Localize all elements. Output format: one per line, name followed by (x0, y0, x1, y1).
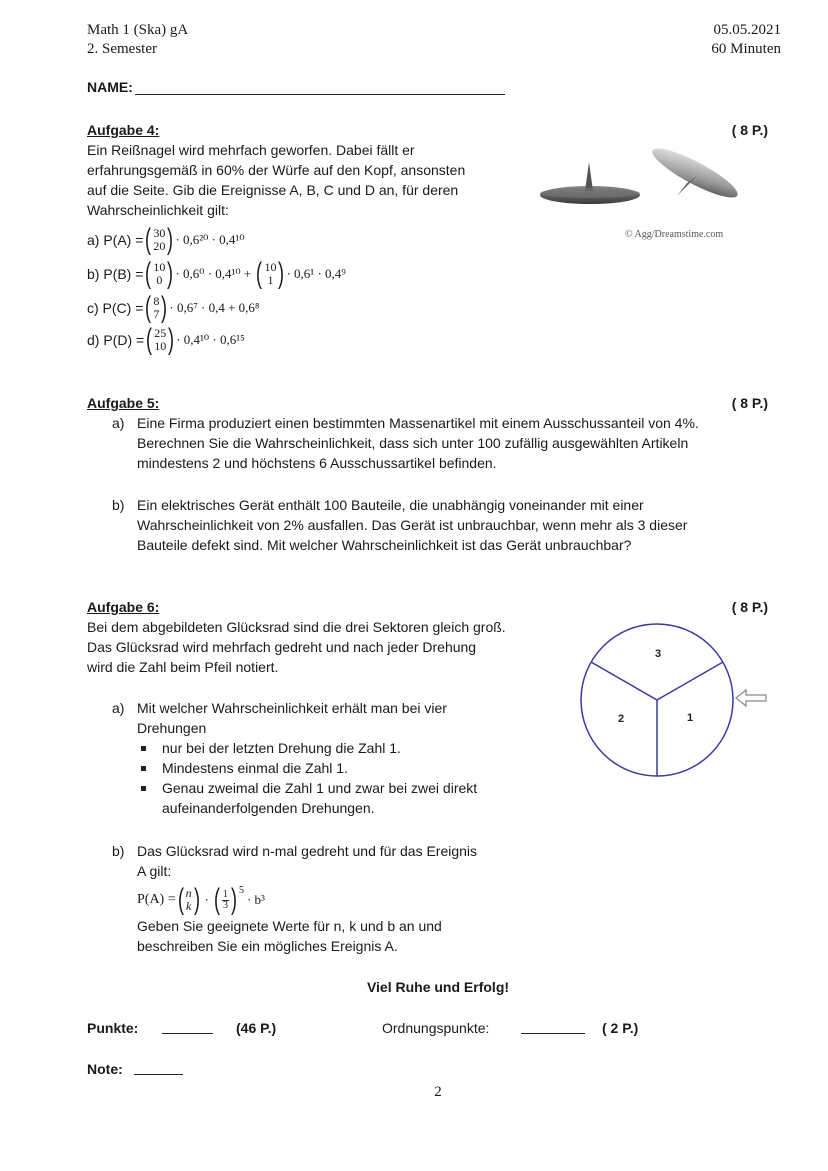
formula-b-mid: · 0,6⁰ · 0,4¹⁰ + (175, 266, 255, 281)
formula-b-prefix: b) P(B) = (87, 266, 144, 282)
thumbtack-head-down (540, 162, 640, 204)
frac-num: 1 (222, 888, 228, 900)
aufgabe6-intro-line: Das Glücksrad wird mehrfach gedreht und nach jeder Drehung (87, 639, 477, 655)
binomial-nk: ( n k ) (177, 883, 200, 916)
binom-n: 8 (153, 294, 160, 308)
binom-n: n (185, 886, 192, 900)
sector-1-label: 1 (687, 712, 694, 724)
aufgabe5-b-label: b) (112, 497, 125, 513)
formula-c-prefix: c) P(C) = (87, 300, 144, 316)
aufgabe6-points: ( 8 P.) (731, 599, 768, 615)
punkte-field-line[interactable] (162, 1033, 213, 1034)
aufgabe5-title: Aufgabe 5: (87, 395, 160, 411)
aufgabe4-intro-line: Wahrscheinlichkeit gilt: (87, 202, 229, 218)
aufgabe5-b-line: Ein elektrisches Gerät enthält 100 Bauteile, die unabhängig voneinander mit einer (137, 497, 644, 513)
aufgabe5-b-text (137, 495, 687, 555)
aufgabe5-a-line: Berechnen Sie die Wahrscheinlichkeit, dass sich unter 100 zufällig ausgewählten Artikeln (137, 435, 689, 451)
aufgabe6-intro-line: wird die Zahl beim Pfeil notiert. (87, 659, 279, 675)
binom-k: k (185, 899, 192, 913)
aufgabe6-b-after-line: beschreiben Sie ein mögliches Ereignis A. (137, 938, 398, 954)
binom-k: 20 (153, 239, 166, 253)
aufgabe5-a-line: Eine Firma produziert einen bestimmten Massenartikel mit einem Ausschussanteil von 4%. (137, 415, 699, 431)
aufgabe5-a-text (137, 413, 699, 473)
formula-event-a: P(A) = ( n k ) · ( $\frac{1}{3}$ ) $^5$ · b³ (137, 883, 265, 916)
aufgabe6-b-line: Das Glücksrad wird n-mal gedreht und für das Ereignis (137, 843, 478, 859)
note-label: Note: (87, 1061, 123, 1077)
formula-b-rest: · 0,6¹ · 0,4⁹ (286, 266, 346, 281)
punkte-label: Punkte: (87, 1020, 139, 1036)
aufgabe4-intro-line: Ein Reißnagel wird mehrfach geworfen. Dabei fällt er (87, 142, 415, 158)
exam-duration: 60 Minuten (711, 41, 781, 57)
binom-k: 1 (267, 273, 274, 287)
formula-d-prefix: d) P(D) = (87, 332, 145, 348)
aufgabe6-title: Aufgabe 6: (87, 599, 160, 615)
ordnung-points: ( 2 P.) (602, 1020, 639, 1036)
image-credit: © Agg/Dreamstime.com (625, 229, 724, 240)
exponent: 5 (238, 885, 244, 896)
binom-n: 30 (153, 226, 166, 240)
binom-n: 25 (154, 326, 167, 340)
note-field-line[interactable] (134, 1074, 183, 1075)
aufgabe5-b-line: Bauteile defekt sind. Mit welcher Wahrscheinlichkeit ist das Gerät unbrauchbar? (137, 537, 632, 553)
list-item: nur bei der letzten Drehung die Zahl 1. (137, 738, 477, 758)
total-points: (46 P.) (236, 1020, 277, 1036)
aufgabe6-a-line: Mit welcher Wahrscheinlichkeit erhält man bei vier (137, 700, 447, 716)
binomial-b2: ( 10 1 ) (256, 257, 285, 290)
aufgabe6-a-text (137, 698, 477, 818)
thumbtack-on-side (647, 148, 742, 205)
pointer-arrow-icon (736, 690, 766, 706)
page-number: 2 (434, 1084, 442, 1100)
fraction-power: ( $\frac{1}{3}$ ) $^5$ (213, 883, 244, 916)
sector-3-label: 3 (655, 648, 662, 660)
closing-text: Viel Ruhe und Erfolg! (366, 979, 510, 995)
formula-c-rest: · 0,6⁷ · 0,4 + 0,6⁸ (169, 300, 260, 315)
binomial-a: ( 30 20 ) (145, 223, 174, 256)
aufgabe6-a-label: a) (112, 700, 125, 716)
binomial-b1: ( 10 0 ) (145, 257, 174, 290)
ordnung-label: Ordnungspunkte: (382, 1020, 490, 1036)
list-item: Mindestens einmal die Zahl 1. (137, 758, 477, 778)
aufgabe5-points: ( 8 P.) (731, 395, 768, 411)
formula-d-rest: · 0,4¹⁰ · 0,6¹⁵ (176, 332, 245, 347)
aufgabe6-b-label: b) (112, 843, 125, 859)
aufgabe5-a-label: a) (112, 415, 125, 431)
course-title: Math 1 (Ska) gA (87, 22, 189, 38)
aufgabe6-intro-line: Bei dem abgebildeten Glücksrad sind die drei Sektoren gleich groß. (87, 619, 506, 635)
wheel-divider (591, 662, 657, 700)
wheel-of-fortune (570, 612, 770, 792)
binom-k: 0 (156, 273, 163, 287)
binom-n: 10 (153, 260, 166, 274)
wheel-divider (657, 662, 723, 700)
list-item-continuation: aufeinanderfolgenden Drehungen. (162, 800, 375, 816)
aufgabe4-points: ( 8 P.) (731, 122, 768, 138)
aufgabe4-title: Aufgabe 4: (87, 122, 160, 138)
aufgabe6-b-text (137, 841, 477, 881)
aufgabe4-intro (87, 140, 465, 220)
binom-n: 10 (264, 260, 277, 274)
frac-den: 3 (222, 899, 228, 911)
formula-a-prefix: a) P(A) = (87, 232, 144, 248)
aufgabe6-a-bullets (137, 738, 477, 818)
thumbtack-illustration (535, 148, 750, 228)
formula-rest: · b³ (246, 892, 265, 907)
aufgabe6-intro (87, 617, 506, 677)
exam-date: 05.05.2021 (713, 22, 781, 38)
binomial-d: ( 25 10 ) (146, 323, 175, 356)
formula-a (87, 222, 245, 258)
sector-2-label: 2 (618, 713, 625, 725)
formula-c (87, 290, 259, 326)
aufgabe6-b-line: A gilt: (137, 863, 172, 879)
list-item: Genau zweimal die Zahl 1 und zwar bei zwei direkt (137, 778, 477, 798)
binom-k: 10 (154, 339, 167, 353)
aufgabe5-a-line: mindestens 2 und höchstens 6 Ausschussartikel befinden. (137, 455, 497, 471)
aufgabe6-b-after (137, 916, 442, 956)
aufgabe5-b-line: Wahrscheinlichkeit von 2% ausfallen. Das Gerät ist unbrauchbar, wenn mehr als 3 dieser (137, 517, 688, 533)
formula-a-rest: · 0,6²⁰ · 0,4¹⁰ (175, 232, 245, 247)
aufgabe4-intro-line: auf die Seite. Gib die Ereignisse A, B, C und D an, für deren (87, 182, 459, 198)
aufgabe6-b-after-line: Geben Sie geeignete Werte für n, k und b an und (137, 918, 442, 934)
formula-prefix: P(A) = (137, 892, 176, 907)
ordnung-field-line[interactable] (521, 1033, 585, 1034)
aufgabe6-a-line: Drehungen (137, 720, 207, 736)
semester-label: 2. Semester (87, 41, 157, 57)
formula-b (87, 256, 346, 292)
binomial-c: ( 8 7 ) (145, 291, 168, 324)
formula-d (87, 322, 245, 358)
binom-k: 7 (153, 307, 160, 321)
name-field-line[interactable] (135, 94, 505, 95)
name-label: NAME: (87, 79, 133, 95)
aufgabe4-intro-line: erfahrungsgemäß in 60% der Würfe auf den Kopf, ansonsten (87, 162, 466, 178)
